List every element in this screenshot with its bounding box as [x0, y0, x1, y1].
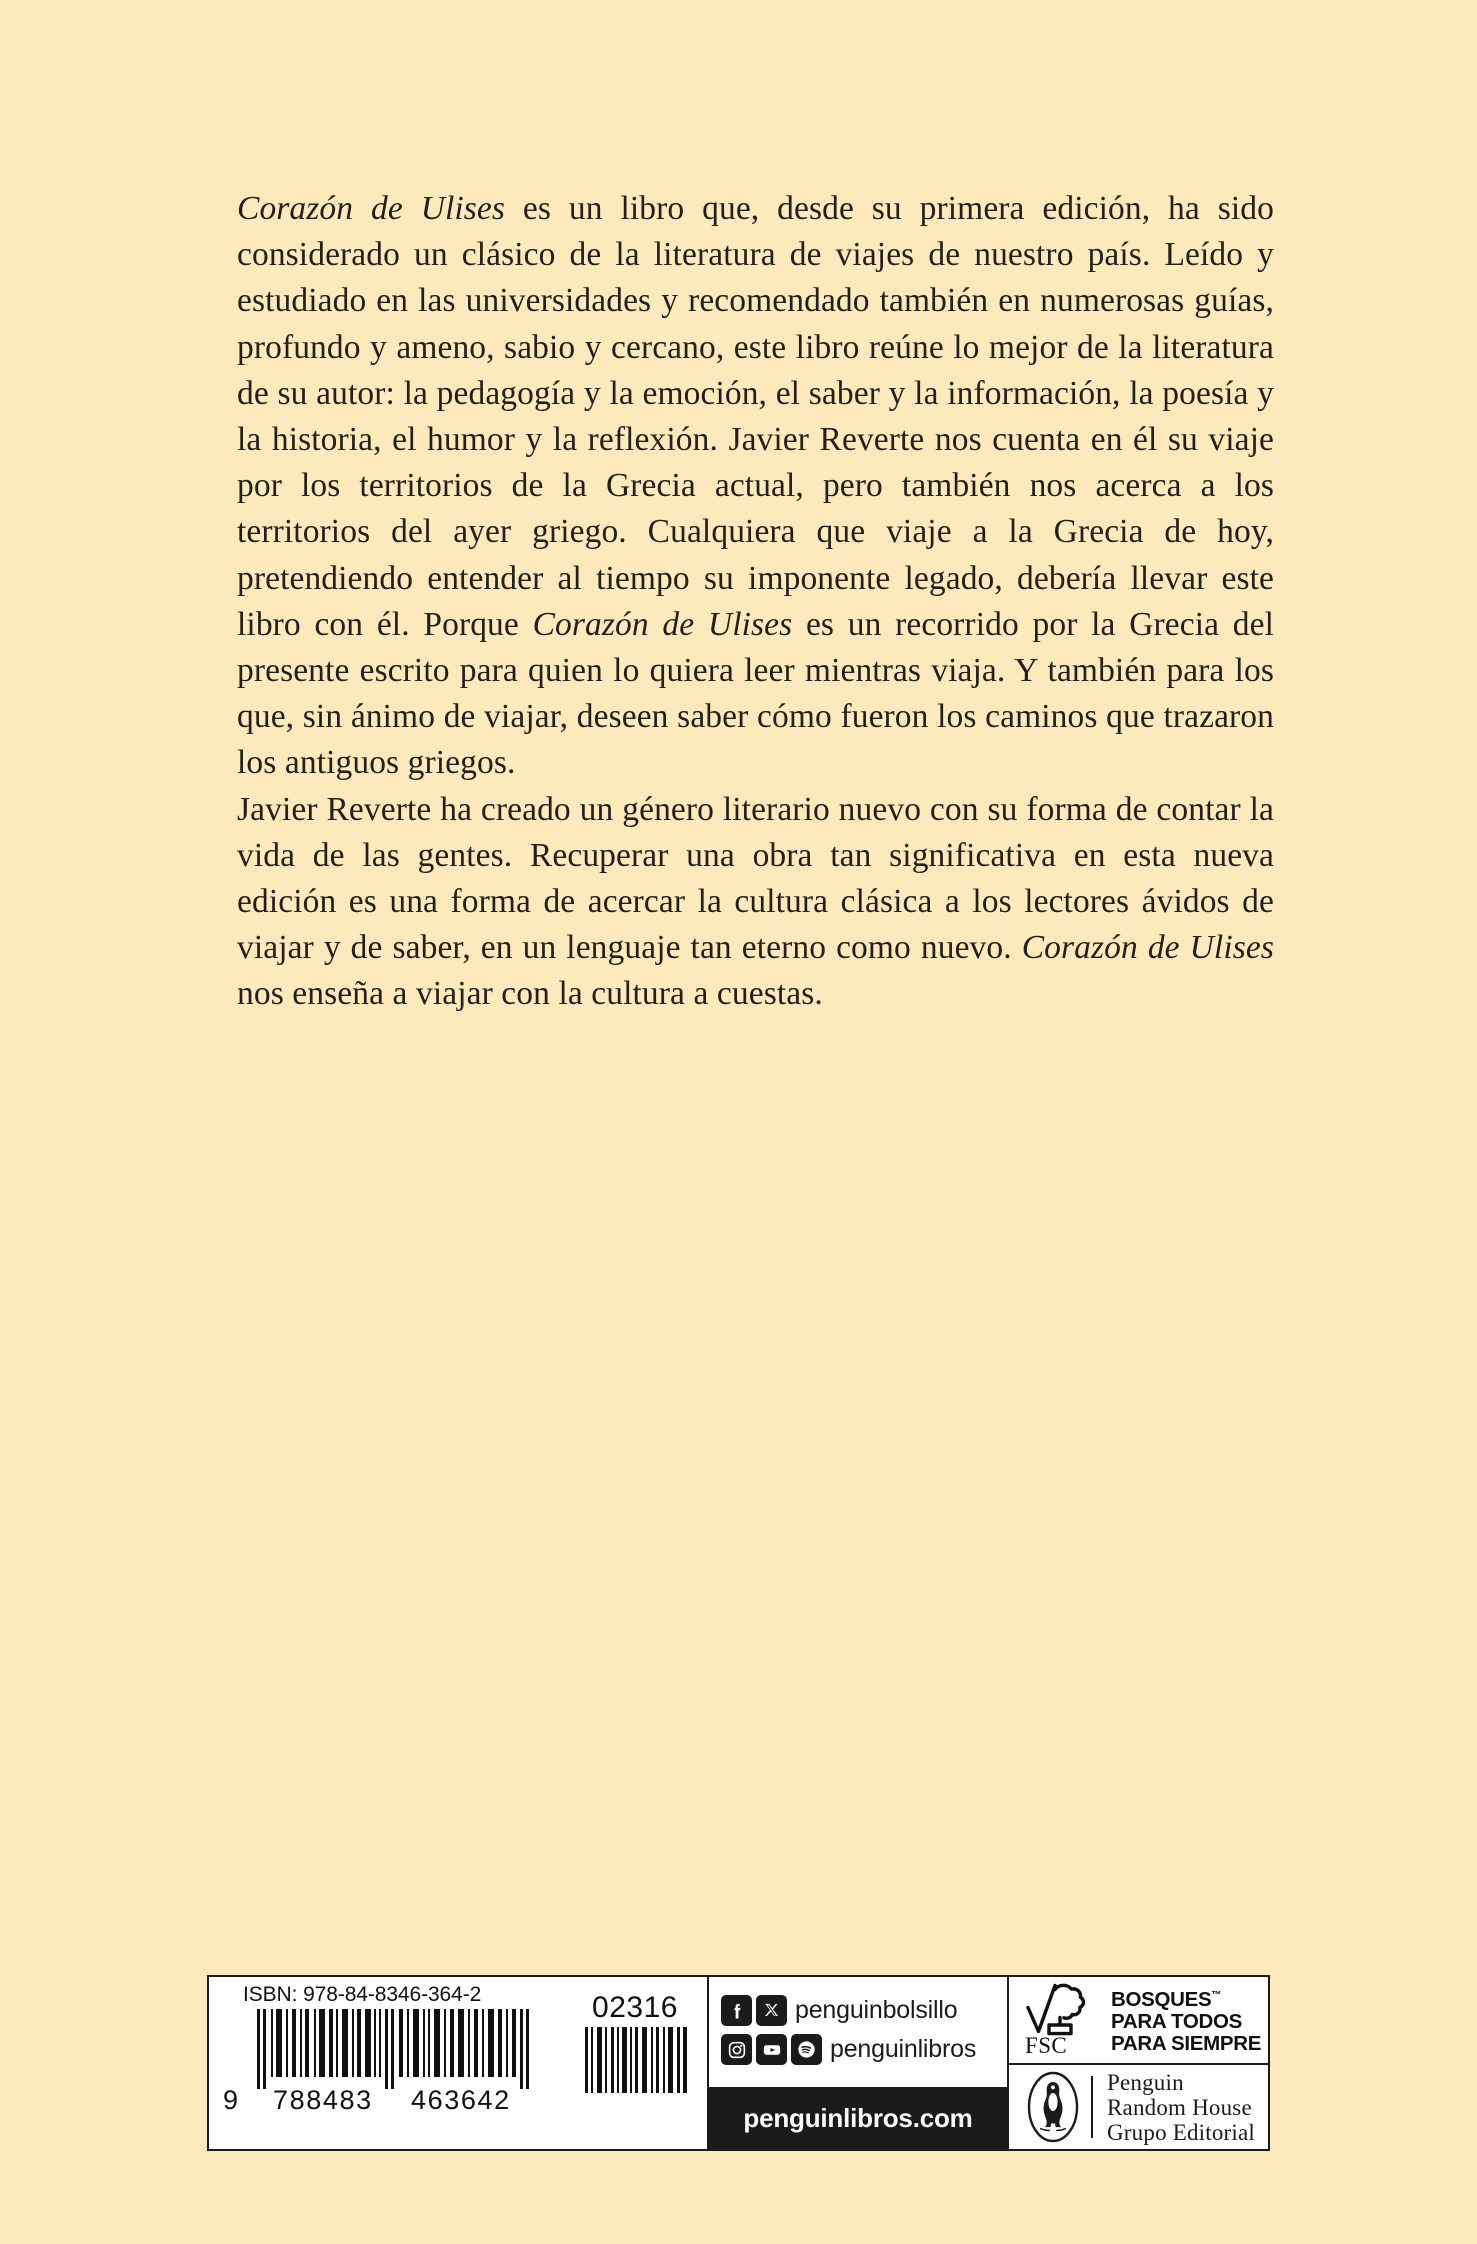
- x-twitter-icon[interactable]: [756, 1995, 787, 2026]
- website-url[interactable]: penguinlibros.com: [709, 2087, 1007, 2149]
- ean-digit-group-1: 9: [223, 2085, 240, 2115]
- publisher-line-1: Penguin: [1107, 2069, 1184, 2095]
- instagram-icon[interactable]: [721, 2034, 752, 2065]
- fsc-claim-line-3: PARA SIEMPRE: [1111, 2031, 1262, 2055]
- barcode-cell: [209, 1977, 709, 2149]
- back-cover-blurb: [237, 186, 1274, 1018]
- ean13-barcode: [223, 2009, 551, 2115]
- fsc-tree-checkmark-icon: [1025, 1981, 1099, 2059]
- fsc-claim-text: [1111, 1985, 1261, 2055]
- trademark-symbol: ™: [1211, 1990, 1222, 2002]
- logo-divider: [1091, 2076, 1093, 2138]
- publisher-line-3: Grupo Editorial: [1107, 2119, 1255, 2145]
- fsc-label: FSC: [1025, 2033, 1068, 2058]
- spotify-icon[interactable]: [791, 2034, 822, 2065]
- publisher-logo-block: [1009, 2065, 1268, 2149]
- isbn-label: ISBN: 978-84-8346-364-2: [243, 1983, 482, 2006]
- fsc-certification-block: [1009, 1977, 1268, 2065]
- penguin-logo-icon: [1027, 2071, 1079, 2143]
- social-row-penguinbolsillo: [721, 1995, 1007, 2026]
- publisher-name: [1107, 2070, 1255, 2145]
- fsc-claim-line-2: PARA TODOS: [1111, 2009, 1243, 2033]
- social-media-cell: [709, 1977, 1009, 2149]
- social-handles-block: [709, 1977, 1007, 2087]
- social-handle-penguinlibros[interactable]: penguinlibros: [830, 2035, 977, 2063]
- blurb-paragraph-1: Corazón de Ulises es un libro que, desde su primera edición, ha sido considerado un clásico de la literatura de viajes de nuestro país. Leído y estudiado en las universidades y recomendado también en numerosas guías, profundo y ameno, sabio y cercano, este libro reúne lo mejor de la literatura de su autor: la pedagogía y la emoción, el saber y la información, la poesía y la historia, el humor y la reflexión. Javier Reverte nos cuenta en él su viaje por los territorios de la Grecia actual, pero también nos acerca a los territorios del ayer griego. Cualquiera que viaje a la Grecia de hoy, pretendiendo entender al tiempo su imponente legado, debería llevar este libro con él. Porque Corazón de Ulises es un recorrido por la Grecia del presente escrito para quien lo quiera leer mientras viaja. Y también para los que, sin ánimo de viajar, deseen saber cómo fueron los caminos que trazaron los antiguos griegos.: [237, 190, 1274, 782]
- social-row-penguinlibros: [721, 2034, 1007, 2065]
- publisher-line-2: Random House: [1107, 2094, 1252, 2120]
- youtube-icon[interactable]: [756, 2034, 787, 2065]
- social-handle-penguinbolsillo[interactable]: penguinbolsillo: [795, 1996, 958, 2024]
- ean-digit-group-2: 788483: [273, 2085, 373, 2115]
- ean-digit-group-3: 463642: [411, 2085, 511, 2115]
- ean5-addon-bars-icon: [585, 2027, 687, 2093]
- certification-publisher-cell: [1009, 1977, 1268, 2149]
- addon-number: 02316: [592, 1991, 678, 2024]
- cover-footer-panel: [207, 1975, 1270, 2151]
- blurb-paragraph-2: Javier Reverte ha creado un género literario nuevo con su forma de contar la vida de las gentes. Recuperar una obra tan significativa en esta nueva edición es una forma de acercar la cultura clásica a los lectores ávidos de viajar y de saber, en un lenguaje tan eterno como nuevo. Corazón de Ulises nos enseña a viajar con la cultura a cuestas.: [237, 790, 1274, 1013]
- ean13-bars-icon: [235, 2009, 551, 2089]
- ean5-addon-barcode: [571, 1991, 699, 2101]
- fsc-claim-line-1: BOSQUES™: [1111, 1987, 1222, 2011]
- facebook-icon[interactable]: [721, 1995, 752, 2026]
